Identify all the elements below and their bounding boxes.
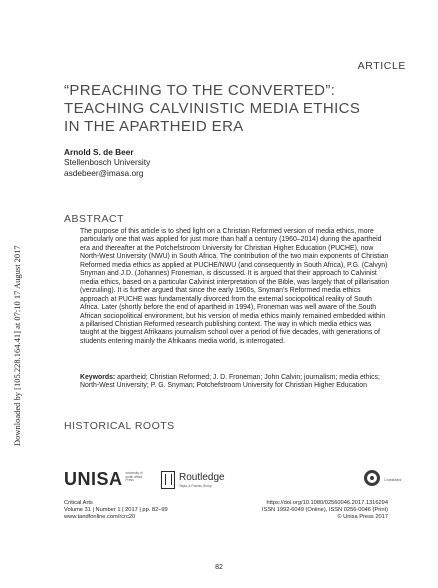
section-heading: HISTORICAL ROOTS (64, 420, 175, 432)
unisa-logo (64, 470, 148, 488)
keywords (80, 374, 390, 391)
copyright: © Unisa Press 2017 (337, 514, 388, 520)
journal-volume: Volume 31 | Number 1 | 2017 | pp. 82–99 (64, 507, 168, 513)
publication-info (262, 500, 388, 521)
keywords-text: apartheid; Christian Reformed; J. D. Froneman; John Calvin; journalism; media ethics; North-West University; P. G. Snyman; Potchefstroom University for Christian Higher Education (80, 374, 380, 390)
title-line: IN THE APARTHEID ERA (64, 118, 244, 135)
title-line: “PREACHING TO THE CONVERTED”: (64, 82, 336, 99)
unisa-wordmark: UNISA (64, 469, 123, 489)
abstract-heading: ABSTRACT (64, 213, 125, 225)
journal-url[interactable]: www.tandfonline.com/rcrc20 (64, 514, 136, 520)
routledge-logo (161, 471, 225, 489)
journal-info (64, 500, 168, 521)
abstract-text: The purpose of this article is to shed light on a Christian Reformed version of media ethics, more particularly one that was applied for just more than half a century (1960–2014) during the apartheid era and thereafter at the Potchefstroom University for Christian Higher Education (PUCHE), now North-West University (NWU) in South Africa. The contribution of the two main exponents of Christian Reformed media ethics as applied at PUCHE/NWU (and consequently in South Africa), P.G. (Calvyn) Snyman and J.D. (Johannes) Froneman, is discussed. It is argued that their approach to Calvinist media ethics, based on a particular Calvinist interpretation of the Bible, was largely that of pillarisation (verzuiling). It is further argued that since the early 1960s, Snyman’s Reformed media ethics approach at PUCHE was fundamentally divorced from the external sociopolitical reality of South Africa. Later (shortly before the end of apartheid in 1994), Froneman was well aware of the South African sociopolitical environment, but his version of media ethics mainly remained embedded within a pillarised Christian Reformed research publishing context. The way in which media ethics was taught at the biggest Afrikaans journalism school over a period of five decades, with generations of students entering mainly the Afrikaans media world, is interrogated. (80, 228, 390, 345)
routledge-wordmark: Routledge (179, 471, 225, 483)
author-email[interactable]: asdebeer@imasa.org (64, 167, 144, 178)
issn: ISSN 1992-6049 (Online), ISSN 0256-0046 (Print) (261, 507, 388, 513)
routledge-icon (161, 471, 175, 489)
article-type-label: ARTICLE (357, 60, 406, 72)
publisher-logos (64, 469, 402, 496)
article-title (64, 82, 404, 136)
crossmark-icon[interactable] (364, 470, 380, 486)
abstract-body (80, 228, 390, 346)
title-line: TEACHING CALVINISTIC MEDIA ETHICS (64, 100, 361, 117)
download-stamp: Downloaded by [105.228.164.41] at 07:10 17 August 2017 (12, 245, 22, 446)
crossmark-label[interactable]: CrossMark (384, 478, 402, 482)
routledge-subtitle: Taylor & Francis Group (179, 483, 212, 488)
unisa-subtitle: university of south africa Press (125, 471, 143, 483)
author-block (64, 147, 150, 178)
doi-link[interactable]: https://doi.org/10.1080/02560046.2017.1316294 (266, 500, 388, 506)
keywords-label: Keywords: (80, 374, 116, 381)
author-affiliation: Stellenbosch University (64, 157, 151, 168)
author-name: Arnold S. de Beer (64, 147, 134, 157)
journal-name: Critical Arts (64, 500, 93, 506)
page-number: 82 (215, 564, 223, 571)
